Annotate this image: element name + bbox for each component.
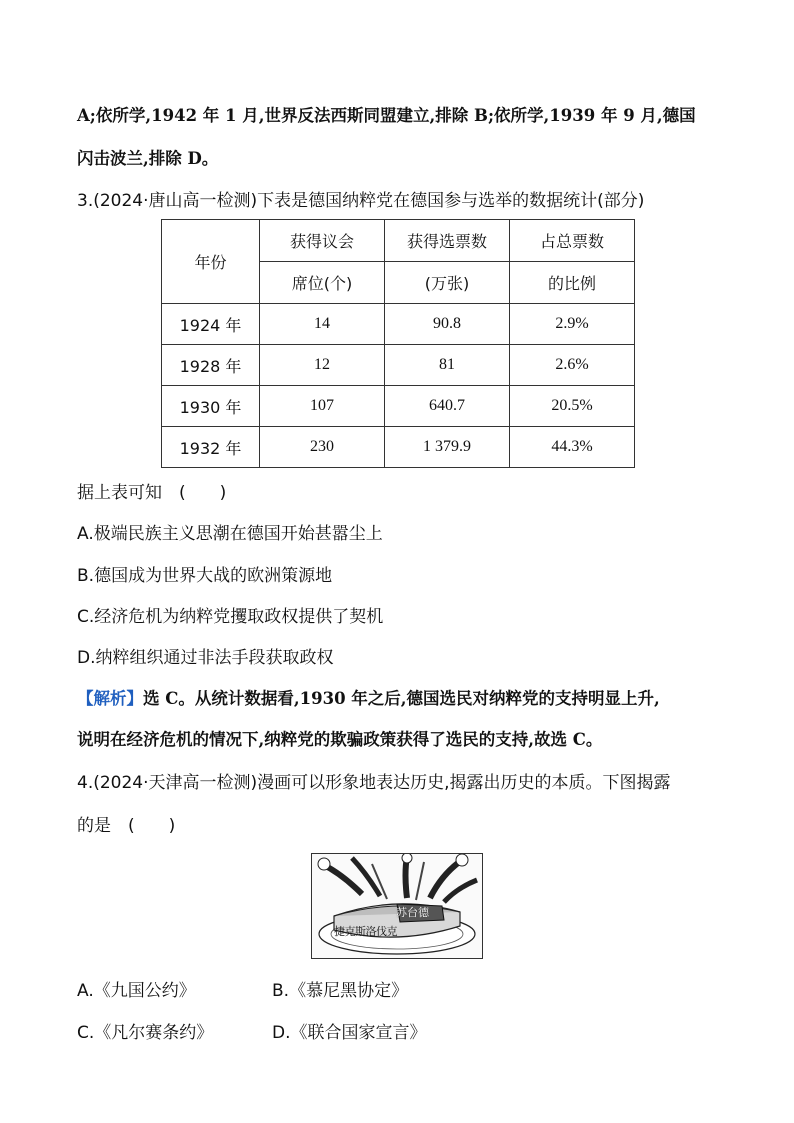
q3-prompt: 据上表可知 ( ) (77, 483, 227, 503)
q3-option-b[interactable]: B.德国成为世界大战的欧洲策源地 (77, 566, 333, 586)
q4-stem-line-1: 4.(2024·天津高一检测)漫画可以形象地表达历史,揭露出历史的本质。下图揭露 (77, 773, 671, 793)
cell-seats: 14 (260, 304, 385, 345)
header-ratio-unit: 的比例 (510, 262, 635, 304)
table-row (162, 427, 635, 468)
q4-stem-line-2: 的是 ( ) (77, 816, 176, 836)
cell-seats: 230 (260, 427, 385, 468)
cartoon-label-sudetenland: 苏台德 (396, 906, 429, 919)
cell-year: 1924 年 (162, 304, 260, 345)
q3-option-c[interactable]: C.经济危机为纳粹党攫取政权提供了契机 (77, 607, 384, 627)
header-seats: 获得议会 (260, 220, 385, 262)
cell-year: 1932 年 (162, 427, 260, 468)
cell-year: 1930 年 (162, 386, 260, 427)
analysis-text-1: 选 C。从统计数据看,1930 年之后,德国选民对纳粹党的支持明显上升, (143, 689, 660, 708)
header-votes-unit: (万张) (385, 262, 510, 304)
munich-cartoon-image (311, 853, 483, 959)
cartoon-label-czechoslovakia: 捷克斯洛伐克 (334, 925, 397, 938)
vote-statistics-table (161, 219, 635, 468)
q3-option-d[interactable]: D.纳粹组织通过非法手段获取政权 (77, 648, 334, 668)
cell-votes: 640.7 (385, 386, 510, 427)
analysis-tag: 【解析】 (77, 689, 143, 708)
cell-seats: 107 (260, 386, 385, 427)
q4-option-b[interactable]: B.《慕尼黑协定》 (272, 981, 409, 1001)
prev-answer-line-1: A;依所学,1942 年 1 月,世界反法西斯同盟建立,排除 B;依所学,1939 年 9 月,德国 (77, 106, 696, 125)
table-row (162, 386, 635, 427)
cell-votes: 81 (385, 345, 510, 386)
cell-votes: 1 379.9 (385, 427, 510, 468)
cell-ratio: 20.5% (510, 386, 635, 427)
table-row (162, 345, 635, 386)
cell-votes: 90.8 (385, 304, 510, 345)
q3-analysis-line-2: 说明在经济危机的情况下,纳粹党的欺骗政策获得了选民的支持,故选 C。 (77, 730, 603, 749)
cell-ratio: 2.9% (510, 304, 635, 345)
header-ratio: 占总票数 (510, 220, 635, 262)
table-row (162, 304, 635, 345)
q4-option-c[interactable]: C.《凡尔赛条约》 (77, 1023, 214, 1043)
q3-option-a[interactable]: A.极端民族主义思潮在德国开始甚嚣尘上 (77, 524, 383, 544)
q3-stem: 3.(2024·唐山高一检测)下表是德国纳粹党在德国参与选举的数据统计(部分) (77, 191, 645, 211)
cell-ratio: 44.3% (510, 427, 635, 468)
header-seats-unit: 席位(个) (260, 262, 385, 304)
cell-seats: 12 (260, 345, 385, 386)
header-year: 年份 (162, 220, 260, 304)
header-votes: 获得选票数 (385, 220, 510, 262)
q4-option-d[interactable]: D.《联合国家宣言》 (272, 1023, 427, 1043)
cell-year: 1928 年 (162, 345, 260, 386)
q4-option-a[interactable]: A.《九国公约》 (77, 981, 196, 1001)
cell-ratio: 2.6% (510, 345, 635, 386)
q3-analysis-line-1 (77, 688, 660, 710)
prev-answer-line-2: 闪击波兰,排除 D。 (77, 149, 219, 168)
